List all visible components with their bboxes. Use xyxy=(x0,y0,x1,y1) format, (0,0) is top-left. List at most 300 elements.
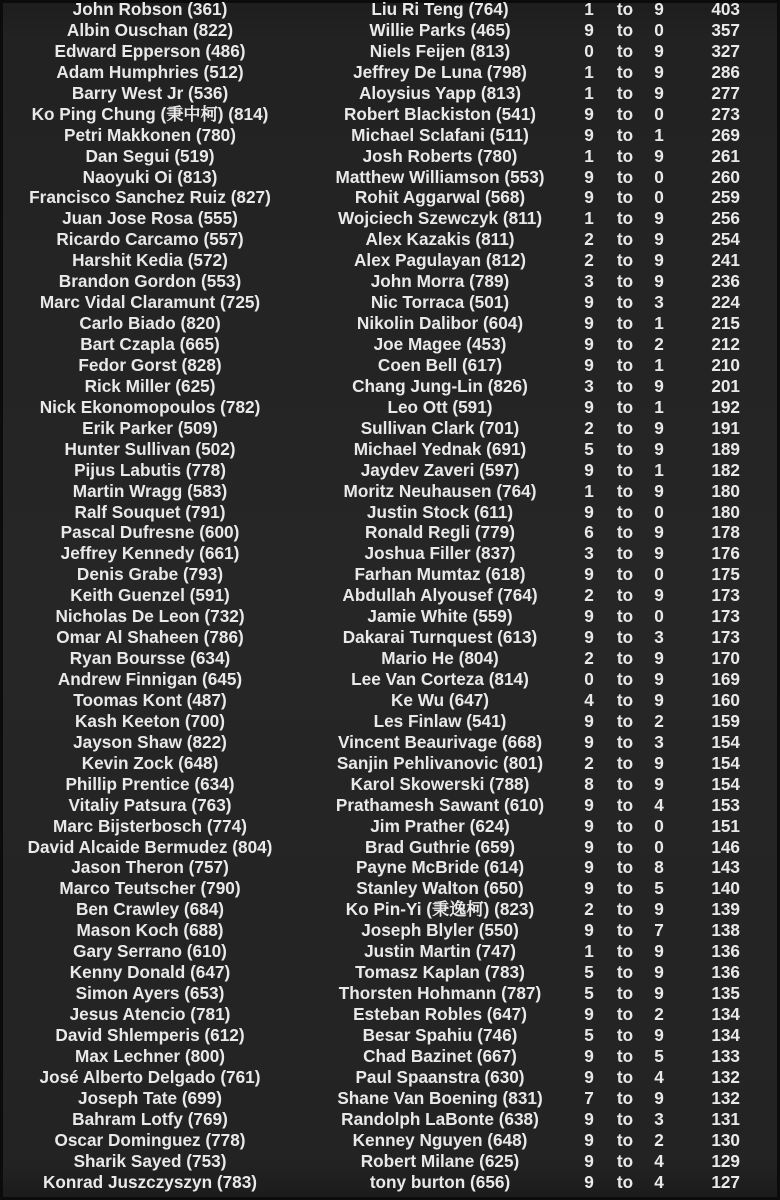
player-two-score: 9 xyxy=(654,271,664,292)
table-row xyxy=(0,0,780,20)
to-separator: to xyxy=(616,1024,634,1045)
player-one-score: 9 xyxy=(584,606,594,627)
table-row xyxy=(0,920,780,941)
player-two-name: Aloysius Yapp (813) xyxy=(358,82,522,103)
match-number: 135 xyxy=(711,983,740,1004)
player-one-score: 2 xyxy=(584,648,594,669)
to-separator: to xyxy=(616,836,634,857)
to-separator: to xyxy=(616,0,634,19)
player-one-name: Barry West Jr (536) xyxy=(71,82,229,103)
to-separator: to xyxy=(616,1087,634,1108)
player-one-name: Phillip Prentice (634) xyxy=(65,773,235,794)
player-two-score: 9 xyxy=(654,648,664,669)
to-separator: to xyxy=(616,40,634,61)
player-two-score: 1 xyxy=(654,354,664,375)
player-two-name: Justin Stock (611) xyxy=(366,501,514,522)
player-one-score: 0 xyxy=(584,669,594,689)
player-one-score: 3 xyxy=(584,543,594,564)
player-one-name: Vitaliy Patsura (763) xyxy=(68,794,232,815)
table-row xyxy=(0,774,780,795)
to-separator: to xyxy=(616,857,634,878)
player-two-score: 0 xyxy=(654,19,664,40)
to-separator: to xyxy=(616,1045,634,1066)
player-one-name: Kash Keeton (700) xyxy=(75,710,225,731)
match-number: 191 xyxy=(711,417,740,438)
match-number: 173 xyxy=(711,585,740,606)
player-two-name: Farhan Mumtaz (618) xyxy=(354,564,526,585)
to-separator: to xyxy=(616,417,634,438)
player-two-score: 7 xyxy=(654,920,664,941)
table-row xyxy=(0,941,780,962)
player-one-name: Adam Humphries (512) xyxy=(56,61,244,82)
player-one-name: Marc Bijsterbosch (774) xyxy=(53,815,247,836)
player-one-name: Toomas Kont (487) xyxy=(73,689,227,710)
player-two-score: 9 xyxy=(654,543,664,564)
player-one-name: Simon Ayers (653) xyxy=(75,983,225,1004)
match-number: 127 xyxy=(711,1171,740,1192)
match-number: 175 xyxy=(711,564,740,585)
to-separator: to xyxy=(616,61,634,82)
match-number: 170 xyxy=(711,648,740,669)
player-two-name: Tomasz Kaplan (783) xyxy=(355,962,525,983)
player-two-score: 9 xyxy=(654,669,664,689)
match-number: 131 xyxy=(711,1108,740,1129)
table-row xyxy=(0,543,780,564)
match-number: 178 xyxy=(711,522,740,543)
to-separator: to xyxy=(616,396,634,417)
player-one-name: Jason Theron (757) xyxy=(71,857,229,878)
match-number: 403 xyxy=(711,0,740,19)
player-one-score: 9 xyxy=(584,1129,594,1150)
to-separator: to xyxy=(616,627,634,648)
player-one-name: Pijus Labutis (778) xyxy=(74,459,226,480)
player-one-name: Gary Serrano (610) xyxy=(73,941,227,962)
player-two-score: 1 xyxy=(654,459,664,480)
table-row xyxy=(0,857,780,878)
player-one-name: David Alcaide Bermudez (804) xyxy=(27,836,273,857)
player-two-score: 9 xyxy=(654,375,664,396)
table-row xyxy=(0,795,780,816)
player-two-name: Joe Magee (453) xyxy=(373,334,507,354)
player-one-score: 3 xyxy=(584,375,594,396)
match-number: 286 xyxy=(711,61,740,82)
player-one-score: 2 xyxy=(584,752,594,773)
match-number: 129 xyxy=(711,1150,740,1171)
player-one-score: 1 xyxy=(584,0,594,19)
match-number: 236 xyxy=(711,271,740,292)
table-row xyxy=(0,1151,780,1172)
match-number: 169 xyxy=(711,669,740,689)
player-one-score: 2 xyxy=(584,899,594,920)
match-number: 173 xyxy=(711,606,740,627)
player-one-name: Marco Teutscher (790) xyxy=(59,878,241,899)
player-two-score: 1 xyxy=(654,396,664,417)
player-one-score: 9 xyxy=(584,396,594,417)
match-number: 327 xyxy=(711,40,740,61)
player-one-score: 9 xyxy=(584,1150,594,1171)
player-two-score: 9 xyxy=(654,417,664,438)
player-two-name: Jim Prather (624) xyxy=(370,815,510,836)
player-two-name: Karol Skowerski (788) xyxy=(350,773,530,794)
player-two-score: 0 xyxy=(654,606,664,627)
player-two-score: 0 xyxy=(654,187,664,208)
match-number: 132 xyxy=(711,1066,740,1087)
table-row xyxy=(0,334,780,355)
player-one-score: 9 xyxy=(584,1171,594,1192)
player-one-name: Ricardo Carcamo (557) xyxy=(56,229,244,250)
table-row xyxy=(0,41,780,62)
player-one-name: Omar Al Shaheen (786) xyxy=(56,627,244,648)
table-row xyxy=(0,585,780,606)
player-two-score: 9 xyxy=(654,438,664,459)
match-number: 180 xyxy=(711,480,740,501)
to-separator: to xyxy=(616,354,634,375)
table-row xyxy=(0,146,780,167)
player-one-name: Dan Segui (519) xyxy=(85,145,215,166)
player-two-name: Payne McBride (614) xyxy=(355,857,525,878)
player-two-name: Sullivan Clark (701) xyxy=(360,417,520,438)
match-number: 182 xyxy=(711,459,740,480)
player-one-score: 9 xyxy=(584,1066,594,1087)
player-two-name: Chad Bazinet (667) xyxy=(363,1045,517,1066)
player-one-score: 9 xyxy=(584,292,594,313)
player-two-name: tony burton (656) xyxy=(369,1171,511,1192)
player-two-score: 9 xyxy=(654,752,664,773)
player-one-score: 9 xyxy=(584,459,594,480)
player-one-name: Juan Jose Rosa (555) xyxy=(62,208,238,229)
match-number: 138 xyxy=(711,920,740,941)
table-row xyxy=(0,83,780,104)
player-one-score: 1 xyxy=(584,941,594,962)
to-separator: to xyxy=(616,585,634,606)
to-separator: to xyxy=(616,124,634,145)
table-row xyxy=(0,816,780,837)
player-one-name: Petri Makkonen (780) xyxy=(64,124,236,145)
table-row xyxy=(0,899,780,920)
player-two-name: Dakarai Turnquest (613) xyxy=(342,627,538,648)
to-separator: to xyxy=(616,731,634,752)
table-row xyxy=(0,732,780,753)
player-two-score: 4 xyxy=(654,1171,664,1192)
table-row xyxy=(0,564,780,585)
to-separator: to xyxy=(616,522,634,543)
player-two-name: Michael Yednak (691) xyxy=(353,438,527,459)
player-two-score: 9 xyxy=(654,40,664,61)
table-row xyxy=(0,1088,780,1109)
player-one-name: Jayson Shaw (822) xyxy=(73,731,227,752)
player-one-name: Joseph Tate (699) xyxy=(78,1087,222,1108)
to-separator: to xyxy=(616,752,634,773)
table-row xyxy=(0,648,780,669)
to-separator: to xyxy=(616,710,634,731)
player-one-score: 2 xyxy=(584,229,594,250)
to-separator: to xyxy=(616,438,634,459)
match-number: 269 xyxy=(711,124,740,145)
player-two-name: Jeffrey De Luna (798) xyxy=(353,61,527,82)
match-number: 277 xyxy=(711,82,740,103)
table-row xyxy=(0,187,780,208)
player-two-score: 9 xyxy=(654,962,664,983)
player-one-score: 1 xyxy=(584,480,594,501)
player-one-score: 9 xyxy=(584,501,594,522)
player-two-score: 9 xyxy=(654,82,664,103)
to-separator: to xyxy=(616,815,634,836)
to-separator: to xyxy=(616,962,634,983)
table-row xyxy=(0,522,780,543)
player-two-score: 3 xyxy=(654,731,664,752)
match-number: 260 xyxy=(711,166,740,187)
player-two-name: Mario He (804) xyxy=(381,648,499,669)
player-one-name: Konrad Juszczyszyn (783) xyxy=(43,1171,257,1192)
player-two-name: Alex Pagulayan (812) xyxy=(354,250,526,271)
match-number: 143 xyxy=(711,857,740,878)
table-row xyxy=(0,355,780,376)
player-two-score: 3 xyxy=(654,292,664,313)
match-number: 180 xyxy=(711,501,740,522)
to-separator: to xyxy=(616,920,634,941)
player-one-score: 5 xyxy=(584,1024,594,1045)
player-two-name: Vincent Beaurivage (668) xyxy=(337,731,543,752)
player-two-score: 4 xyxy=(654,794,664,815)
player-two-score: 1 xyxy=(654,124,664,145)
player-one-name: Bahram Lotfy (769) xyxy=(72,1108,228,1129)
player-two-name: Alex Kazakis (811) xyxy=(365,229,515,250)
player-two-name: Wojciech Szewczyk (811) xyxy=(337,208,543,229)
to-separator: to xyxy=(616,983,634,1004)
to-separator: to xyxy=(616,82,634,103)
match-number: 139 xyxy=(711,899,740,920)
player-two-score: 2 xyxy=(654,334,664,354)
match-number: 151 xyxy=(711,815,740,836)
player-two-score: 9 xyxy=(654,0,664,19)
player-two-name: Ke Wu (647) xyxy=(390,689,490,710)
player-one-score: 7 xyxy=(584,1087,594,1108)
match-number: 259 xyxy=(711,187,740,208)
player-two-score: 2 xyxy=(654,1004,664,1024)
to-separator: to xyxy=(616,250,634,271)
player-one-score: 9 xyxy=(584,354,594,375)
match-number: 201 xyxy=(711,375,740,396)
player-two-name: Chang Jung-Lin (826) xyxy=(352,375,528,396)
to-separator: to xyxy=(616,878,634,899)
player-two-name: Michael Sclafani (511) xyxy=(351,124,529,145)
player-one-name: Hunter Sullivan (502) xyxy=(64,438,236,459)
player-two-score: 4 xyxy=(654,1150,664,1171)
player-two-name: Jamie White (559) xyxy=(367,606,513,627)
to-separator: to xyxy=(616,773,634,794)
player-one-score: 5 xyxy=(584,983,594,1004)
player-two-name: Robert Milane (625) xyxy=(360,1150,520,1171)
player-two-name: Robert Blackiston (541) xyxy=(344,103,536,124)
player-one-score: 2 xyxy=(584,585,594,606)
to-separator: to xyxy=(616,606,634,627)
table-row xyxy=(0,1172,780,1193)
player-two-name: Jaydev Zaveri (597) xyxy=(360,459,520,480)
to-separator: to xyxy=(616,669,634,689)
player-one-name: Ryan Boursse (634) xyxy=(69,648,231,669)
to-separator: to xyxy=(616,648,634,669)
to-separator: to xyxy=(616,689,634,710)
match-number: 134 xyxy=(711,1024,740,1045)
to-separator: to xyxy=(616,564,634,585)
to-separator: to xyxy=(616,208,634,229)
match-number: 140 xyxy=(711,878,740,899)
player-one-name: Fedor Gorst (828) xyxy=(78,354,222,375)
to-separator: to xyxy=(616,501,634,522)
table-row xyxy=(0,481,780,502)
player-one-name: José Alberto Delgado (761) xyxy=(39,1066,261,1087)
player-one-name: Erik Parker (509) xyxy=(82,417,218,438)
match-number: 160 xyxy=(711,689,740,710)
player-one-name: Oscar Dominguez (778) xyxy=(54,1129,246,1150)
player-one-score: 9 xyxy=(584,1004,594,1024)
player-one-score: 9 xyxy=(584,710,594,731)
player-one-name: Ralf Souquet (791) xyxy=(74,501,226,522)
table-row xyxy=(0,271,780,292)
player-one-score: 9 xyxy=(584,815,594,836)
player-one-score: 9 xyxy=(584,334,594,354)
table-row xyxy=(0,711,780,732)
player-two-name: Leo Ott (591) xyxy=(387,396,493,417)
player-two-score: 9 xyxy=(654,250,664,271)
match-number: 176 xyxy=(711,543,740,564)
player-one-score: 9 xyxy=(584,124,594,145)
table-row xyxy=(0,837,780,858)
to-separator: to xyxy=(616,103,634,124)
to-separator: to xyxy=(616,313,634,334)
to-separator: to xyxy=(616,1129,634,1150)
match-number: 159 xyxy=(711,710,740,731)
player-two-score: 9 xyxy=(654,899,664,920)
table-row xyxy=(0,125,780,146)
table-row xyxy=(0,669,780,690)
match-number: 215 xyxy=(711,313,740,334)
player-two-score: 9 xyxy=(654,145,664,166)
player-two-score: 9 xyxy=(654,585,664,606)
player-one-name: Rick Miller (625) xyxy=(84,375,216,396)
player-two-score: 1 xyxy=(654,313,664,334)
player-one-name: Ben Crawley (684) xyxy=(75,899,225,920)
player-one-name: Jeffrey Kennedy (661) xyxy=(60,543,240,564)
table-row xyxy=(0,1109,780,1130)
player-two-name: Niels Feijen (813) xyxy=(369,40,511,61)
player-one-name: Max Lechner (800) xyxy=(75,1045,225,1066)
match-number: 273 xyxy=(711,103,740,124)
to-separator: to xyxy=(616,145,634,166)
table-row xyxy=(0,878,780,899)
player-two-name: Stanley Walton (650) xyxy=(356,878,524,899)
player-two-name: Josh Roberts (780) xyxy=(362,145,518,166)
player-two-name: Matthew Williamson (553) xyxy=(335,166,545,187)
player-two-score: 0 xyxy=(654,564,664,585)
player-two-score: 9 xyxy=(654,941,664,962)
to-separator: to xyxy=(616,459,634,480)
player-one-name: Brandon Gordon (553) xyxy=(58,271,242,292)
table-row xyxy=(0,1025,780,1046)
player-two-score: 9 xyxy=(654,983,664,1004)
player-one-score: 9 xyxy=(584,313,594,334)
match-number: 210 xyxy=(711,354,740,375)
table-row xyxy=(0,502,780,523)
player-one-name: Francisco Sanchez Ruiz (827) xyxy=(29,187,271,208)
player-one-score: 9 xyxy=(584,878,594,899)
player-one-name: Ko Ping Chung (秉中柯) (814) xyxy=(31,103,269,124)
player-two-score: 9 xyxy=(654,229,664,250)
player-one-name: Carlo Biado (820) xyxy=(79,313,221,334)
player-two-name: John Morra (789) xyxy=(370,271,510,292)
table-row xyxy=(0,20,780,41)
table-row xyxy=(0,1130,780,1151)
to-separator: to xyxy=(616,187,634,208)
player-one-score: 9 xyxy=(584,166,594,187)
table-row xyxy=(0,397,780,418)
player-one-score: 4 xyxy=(584,689,594,710)
player-two-name: Sanjin Pehlivanovic (801) xyxy=(336,752,544,773)
player-two-name: Lee Van Corteza (814) xyxy=(351,669,529,689)
player-one-name: Pascal Dufresne (600) xyxy=(60,522,240,543)
table-row xyxy=(0,962,780,983)
player-one-score: 9 xyxy=(584,627,594,648)
match-number: 261 xyxy=(711,145,740,166)
player-one-score: 1 xyxy=(584,208,594,229)
player-two-name: Liu Ri Teng (764) xyxy=(371,0,509,19)
player-one-score: 3 xyxy=(584,271,594,292)
player-two-score: 9 xyxy=(654,208,664,229)
player-one-name: Marc Vidal Claramunt (725) xyxy=(39,292,261,313)
to-separator: to xyxy=(616,899,634,920)
player-one-name: Kenny Donald (647) xyxy=(69,962,231,983)
to-separator: to xyxy=(616,271,634,292)
to-separator: to xyxy=(616,543,634,564)
player-one-name: John Robson (361) xyxy=(72,0,228,19)
player-one-name: Bart Czapla (665) xyxy=(80,334,220,354)
player-one-score: 9 xyxy=(584,836,594,857)
match-number: 173 xyxy=(711,627,740,648)
player-two-name: Prathamesh Sawant (610) xyxy=(335,794,545,815)
player-one-score: 9 xyxy=(584,103,594,124)
table-row xyxy=(0,983,780,1004)
player-two-name: Moritz Neuhausen (764) xyxy=(343,480,537,501)
player-one-score: 9 xyxy=(584,794,594,815)
player-two-score: 2 xyxy=(654,1129,664,1150)
table-row xyxy=(0,208,780,229)
player-two-score: 0 xyxy=(654,815,664,836)
to-separator: to xyxy=(616,1150,634,1171)
table-row xyxy=(0,62,780,83)
match-number: 189 xyxy=(711,438,740,459)
player-one-name: Mason Koch (688) xyxy=(76,920,224,941)
player-two-name: Shane Van Boening (831) xyxy=(337,1087,543,1108)
player-one-score: 0 xyxy=(584,40,594,61)
player-two-score: 9 xyxy=(654,522,664,543)
table-row xyxy=(0,690,780,711)
match-number: 134 xyxy=(711,1004,740,1024)
player-two-score: 9 xyxy=(654,1087,664,1108)
player-one-name: Albin Ouschan (822) xyxy=(66,19,234,40)
table-row xyxy=(0,292,780,313)
player-two-score: 9 xyxy=(654,480,664,501)
player-one-score: 9 xyxy=(584,920,594,941)
to-separator: to xyxy=(616,375,634,396)
table-row xyxy=(0,627,780,648)
player-two-name: Rohit Aggarwal (568) xyxy=(354,187,526,208)
player-two-name: Joseph Blyler (550) xyxy=(361,920,519,941)
player-two-name: Esteban Robles (647) xyxy=(353,1004,527,1024)
player-one-score: 9 xyxy=(584,187,594,208)
player-two-name: Ko Pin-Yi (秉逸柯) (823) xyxy=(345,899,535,920)
player-two-name: Coen Bell (617) xyxy=(377,354,503,375)
player-two-score: 9 xyxy=(654,1024,664,1045)
